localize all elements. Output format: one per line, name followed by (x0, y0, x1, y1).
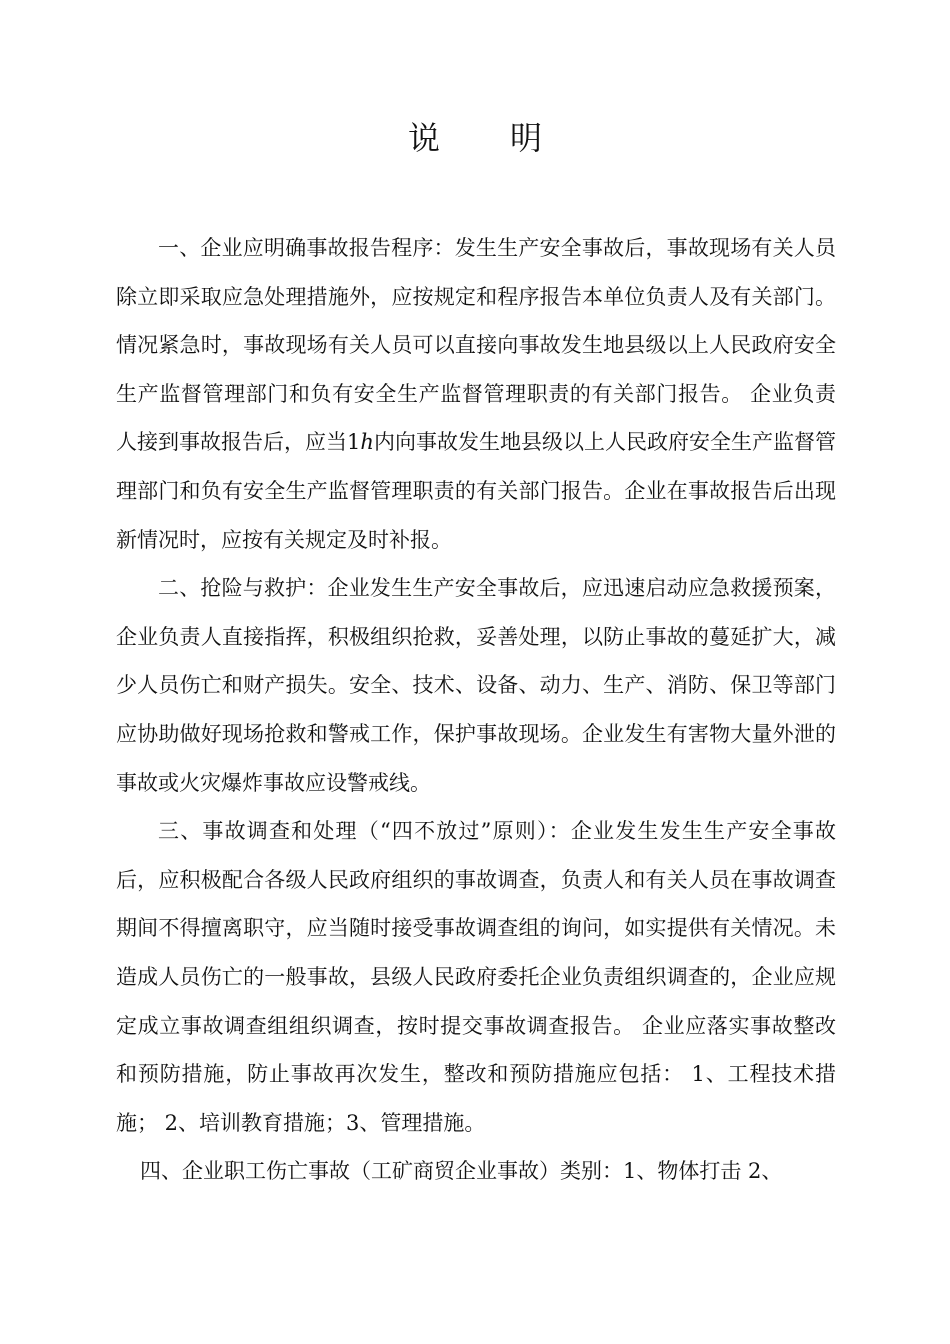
document-body (116, 224, 836, 1196)
paragraph-2: 二、抢险与救护：企业发生生产安全事故后，应迅速启动应急救援预案，企业负责人直接指挥，积极组织抢救，妥善处理，以防止事故的蔓延扩大，减少人员伤亡和财产损失。安全、技术、设备、动力、生产、消防、保卫等部门应协助做好现场抢救和警戒工作，保护事故现场。企业发生有害物大量外泄的事故或火灾爆炸事故应设警戒线。 (116, 576, 836, 795)
paragraph-1-text-before: 一、企业应明确事故报告程序：发生生产安全事故后，事故现场有关人员除立即采取应急处理措施外，应按规定和程序报告本单位负责人及有关部门。情况紧急时，事故现场有关人员可以直接向事故发生地县级以上人民政府安全生产监督管理部门和负有安全生产监督管理职责的有关部门报告。 企业负责人接到事故报告后，应当1 (116, 236, 836, 455)
page-title: 说明 (407, 119, 612, 157)
paragraph-1-unit: h (360, 430, 374, 455)
paragraph-4: 四、企业职工伤亡事故（工矿商贸企业事故）类别：1、物体打击 2、 (140, 1159, 783, 1184)
paragraph-1 (116, 224, 836, 564)
paragraph-3: 三、事故调查和处理（“四不放过”原则）：企业发生发生生产安全事故后，应积极配合各级人民政府组织的事故调查，负责人和有关人员在事故调查期间不得擅离职守，应当随时接受事故调查组的询问，如实提供有关情况。未造成人员伤亡的一般事故，县级人民政府委托企业负责组织调查的，企业应规定成立事故调查组组织调查，按时提交事故调查报告。 企业应落实事故整改和预防措施，防止事故再次发生，整改和预防措施应包括： 1、工程技术措施； 2、培训教育措施；3、管理措施。 (116, 819, 836, 1135)
paragraph-1-text-after: 内向事故发生地县级以上人民政府安全生产监督管理部门和负有安全生产监督管理职责的有关部门报告。企业在事故报告后出现新情况时，应按有关规定及时补报。 (116, 430, 836, 552)
